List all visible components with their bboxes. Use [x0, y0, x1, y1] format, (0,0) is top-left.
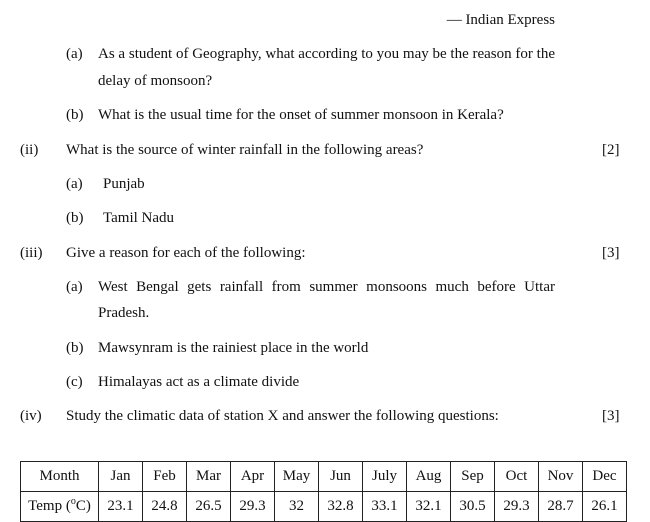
month-cell: Oct — [495, 462, 539, 492]
q-i-a-line1: As a student of Geography, what according to you may be the reason for the — [98, 46, 555, 62]
temperature-cell: 32 — [275, 492, 319, 522]
temperature-label — [21, 492, 99, 522]
month-header-row — [21, 462, 627, 492]
q-ii-marks: [2] — [602, 142, 620, 158]
q-iii-marks: [3] — [602, 245, 620, 261]
degree-symbol: o — [70, 496, 76, 507]
temperature-cell: 28.7 — [539, 492, 583, 522]
temperature-cell: 26.5 — [187, 492, 231, 522]
q-i-b-label: (b) — [66, 107, 84, 123]
source-attribution: — Indian Express — [446, 12, 555, 28]
temperature-cell: 24.8 — [143, 492, 187, 522]
temperature-cell: 26.1 — [583, 492, 627, 522]
temperature-row — [21, 492, 627, 522]
month-cell: Sep — [451, 462, 495, 492]
month-cell: Dec — [583, 462, 627, 492]
month-cell: Mar — [187, 462, 231, 492]
month-cell: July — [363, 462, 407, 492]
q-ii-a-label: (a) — [66, 176, 83, 192]
month-cell: Feb — [143, 462, 187, 492]
q-iii-text: Give a reason for each of the following: — [66, 245, 306, 261]
q-ii-number: (ii) — [20, 142, 39, 158]
q-ii-text: What is the source of winter rainfall in the following areas? — [66, 142, 424, 158]
temperature-cell: 30.5 — [451, 492, 495, 522]
q-iv-marks: [3] — [602, 408, 620, 424]
month-header-label: Month — [21, 462, 99, 492]
q-ii-a-text: Punjab — [103, 176, 145, 192]
q-iv-number: (iv) — [20, 408, 42, 424]
month-cell: May — [275, 462, 319, 492]
month-cell: Aug — [407, 462, 451, 492]
q-i-b-text: What is the usual time for the onset of summer monsoon in Kerala? — [98, 107, 504, 123]
q-iii-c-text: Himalayas act as a climate divide — [98, 374, 300, 390]
month-cell: Nov — [539, 462, 583, 492]
q-iii-number: (iii) — [20, 245, 43, 261]
temperature-cell: 29.3 — [231, 492, 275, 522]
temperature-cell: 33.1 — [363, 492, 407, 522]
q-iii-b-label: (b) — [66, 340, 84, 356]
temperature-cell: 32.1 — [407, 492, 451, 522]
temperature-cell: 29.3 — [495, 492, 539, 522]
q-i-a-label: (a) — [66, 46, 83, 62]
q-ii-b-label: (b) — [66, 210, 84, 226]
q-iii-b-text: Mawsynram is the rainiest place in the world — [98, 340, 369, 356]
temperature-cell: 32.8 — [319, 492, 363, 522]
q-iii-a-line2: Pradesh. — [98, 305, 150, 321]
month-cell: Jan — [99, 462, 143, 492]
q-iv-text: Study the climatic data of station X and answer the following questions: — [66, 408, 499, 424]
temperature-cell: 23.1 — [99, 492, 143, 522]
month-cell: Apr — [231, 462, 275, 492]
q-iii-a-label: (a) — [66, 279, 83, 295]
temp-label-post: C) — [75, 498, 91, 514]
q-ii-b-text: Tamil Nadu — [103, 210, 175, 226]
q-iii-c-label: (c) — [66, 374, 83, 390]
q-iii-a-line1: West Bengal gets rainfall from summer monsoons much before Uttar — [98, 279, 555, 295]
temp-label-pre: Temp ( — [28, 498, 71, 514]
climate-table — [20, 461, 627, 522]
q-i-a-line2: delay of monsoon? — [98, 73, 213, 89]
month-cell: Jun — [319, 462, 363, 492]
